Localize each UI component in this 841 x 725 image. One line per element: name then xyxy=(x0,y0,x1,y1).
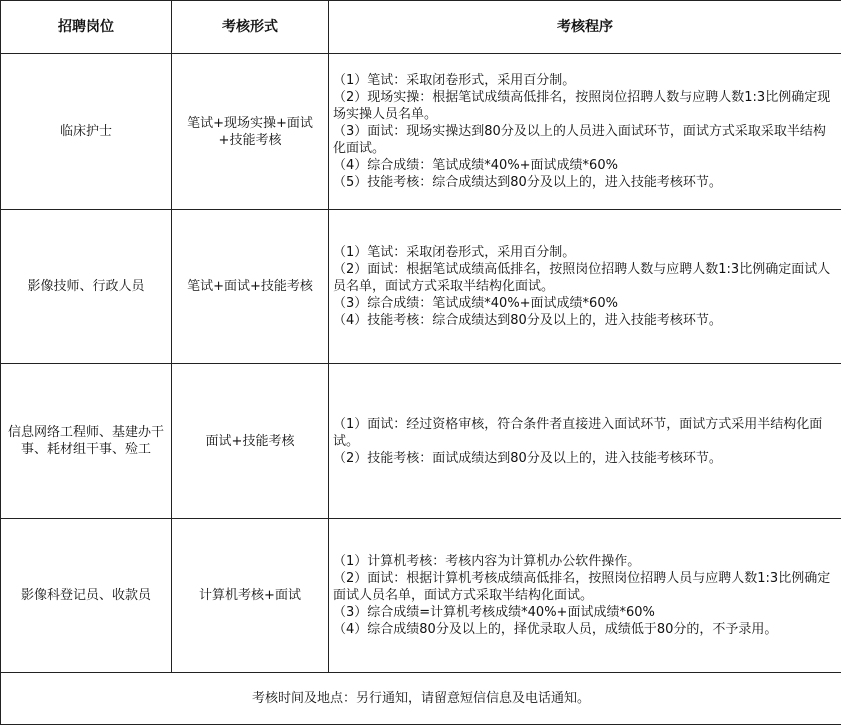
table-row xyxy=(1,210,841,364)
procedure-step: （2）面试：根据笔试成绩高低排名，按照岗位招聘人数与应聘人数1:3比例确定面试人员名单，面试方式采取半结构化面试。 xyxy=(333,261,837,295)
procedure-step: （2）面试：根据计算机考核成绩高低排名，按照岗位招聘人员与应聘人数1:3比例确定面试人员名单，面试方式采取半结构化面试。 xyxy=(333,570,837,604)
procedure-cell xyxy=(329,519,841,673)
procedure-step: （3）面试：现场实操达到80分及以上的人员进入面试环节，面试方式采取采取半结构化面试。 xyxy=(333,123,837,157)
procedure-step: （1）计算机考核：考核内容为计算机办公软件操作。 xyxy=(333,553,837,570)
position-cell: 信息网络工程师、基建办干事、耗材组干事、殓工 xyxy=(1,364,172,519)
procedure-step: （3）综合成绩=计算机考核成绩*40%+面试成绩*60% xyxy=(333,604,837,621)
procedure-step: （1）笔试：采取闭卷形式，采用百分制。 xyxy=(333,244,837,261)
header-form: 考核形式 xyxy=(172,1,329,54)
position-cell: 临床护士 xyxy=(1,54,172,210)
footer-row xyxy=(1,673,841,725)
position-cell: 影像技师、行政人员 xyxy=(1,210,172,364)
procedure-step: （2）现场实操：根据笔试成绩高低排名，按照岗位招聘人数与应聘人数1:3比例确定现场实操人员名单。 xyxy=(333,89,837,123)
procedure-cell xyxy=(329,54,841,210)
footer-note: 考核时间及地点：另行通知，请留意短信信息及电话通知。 xyxy=(1,673,841,725)
procedure-step: （1）笔试：采取闭卷形式，采用百分制。 xyxy=(333,72,837,89)
position-cell: 影像科登记员、收款员 xyxy=(1,519,172,673)
header-position: 招聘岗位 xyxy=(1,1,172,54)
procedure-cell xyxy=(329,210,841,364)
procedure-step: （4）技能考核：综合成绩达到80分及以上的，进入技能考核环节。 xyxy=(333,312,837,329)
header-procedure: 考核程序 xyxy=(329,1,841,54)
procedure-step: （4）综合成绩：笔试成绩*40%+面试成绩*60% xyxy=(333,157,837,174)
procedure-step: （5）技能考核：综合成绩达到80分及以上的，进入技能考核环节。 xyxy=(333,174,837,191)
procedure-step: （4）综合成绩80分及以上的，择优录取人员，成绩低于80分的，不予录用。 xyxy=(333,621,837,638)
procedure-cell xyxy=(329,364,841,519)
form-cell: 笔试+现场实操+面试+技能考核 xyxy=(172,54,329,210)
procedure-step: （1）面试：经过资格审核，符合条件者直接进入面试环节，面试方式采用半结构化面试。 xyxy=(333,416,837,450)
form-cell: 笔试+面试+技能考核 xyxy=(172,210,329,364)
form-cell: 计算机考核+面试 xyxy=(172,519,329,673)
table-row xyxy=(1,364,841,519)
table-header-row xyxy=(1,1,841,54)
procedure-step: （3）综合成绩：笔试成绩*40%+面试成绩*60% xyxy=(333,295,837,312)
form-cell: 面试+技能考核 xyxy=(172,364,329,519)
table-row xyxy=(1,54,841,210)
table-row xyxy=(1,519,841,673)
procedure-step: （2）技能考核：面试成绩达到80分及以上的，进入技能考核环节。 xyxy=(333,450,837,467)
